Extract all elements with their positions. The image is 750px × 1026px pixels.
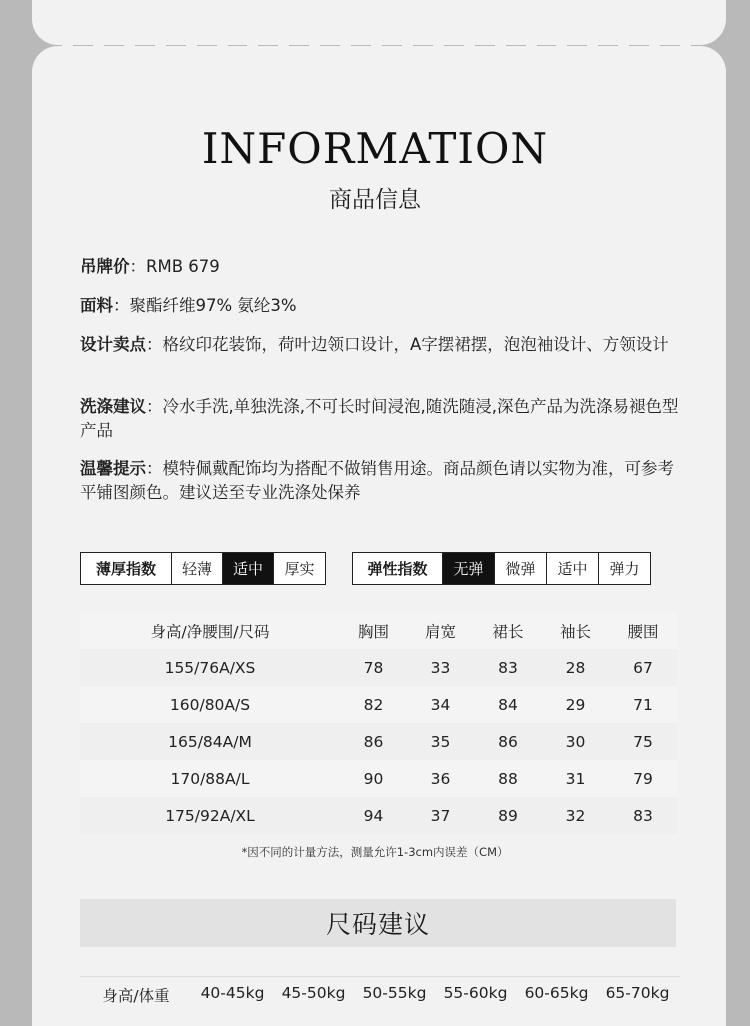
rec-weight: 50-55kg xyxy=(362,984,427,1002)
elasticity-label: 弹性指数 xyxy=(367,560,428,578)
elasticity-option-none: 无弹 xyxy=(442,553,494,584)
length-col: 84 xyxy=(474,686,542,723)
header-chest-col: 胸围 xyxy=(340,612,407,649)
size-recommendation-title: 尺码建议 xyxy=(80,899,676,947)
page-title-en: INFORMATION xyxy=(201,124,549,173)
waist-col: 71 xyxy=(609,686,677,723)
info-design: 设计卖点：格纹印花装饰，荷叶边领口设计，A字摆裙摆，泡泡袖设计、方领设计 xyxy=(80,335,669,354)
elasticity-option-medium: 适中 xyxy=(546,553,598,584)
length-col: 83 xyxy=(474,649,542,686)
elasticity-meter xyxy=(352,552,651,585)
info-price: 吊牌价：RMB 679 xyxy=(80,257,220,276)
thickness-option-thick: 厚实 xyxy=(273,553,325,584)
header-sleeve-col: 袖长 xyxy=(542,612,609,649)
rec-weight: 40-45kg xyxy=(200,984,265,1002)
info-washing: 洗涤建议：冷水手洗,单独洗涤,不可长时间浸泡,随洗随浸,深色产品为洗涤易褪色型产品 xyxy=(80,397,679,440)
shoulder-col: 35 xyxy=(407,723,474,760)
length-col: 86 xyxy=(474,723,542,760)
length-col: 89 xyxy=(474,797,542,834)
header-length-col: 裙长 xyxy=(474,612,542,649)
chest-col: 90 xyxy=(340,760,407,797)
info-tips: 温馨提示：模特佩戴配饰均为搭配不做销售用途。商品颜色请以实物为准，可参考平铺图颜色。建议送至专业洗涤处保养 xyxy=(80,459,674,502)
header-shoulder-col: 肩宽 xyxy=(407,612,474,649)
table-row xyxy=(80,649,677,686)
shoulder-col: 37 xyxy=(407,797,474,834)
rec-header-label: 身高/体重 xyxy=(102,987,170,1005)
size-recommendation-header xyxy=(80,976,680,1007)
top-card-edge xyxy=(32,0,726,45)
shoulder-col: 36 xyxy=(407,760,474,797)
size-col: 160/80A/S xyxy=(80,686,340,723)
waist-col: 67 xyxy=(609,649,677,686)
waist-col: 75 xyxy=(609,723,677,760)
rec-weight: 65-70kg xyxy=(605,984,670,1002)
shoulder-col: 33 xyxy=(407,649,474,686)
size-col: 155/76A/XS xyxy=(80,649,340,686)
sleeve-col: 29 xyxy=(542,686,609,723)
table-row xyxy=(80,797,677,834)
rec-weight: 45-50kg xyxy=(281,984,346,1002)
size-table-header xyxy=(80,612,677,649)
thickness-option-medium: 适中 xyxy=(222,553,273,584)
chest-col: 82 xyxy=(340,686,407,723)
table-row xyxy=(80,686,677,723)
size-col: 165/84A/M xyxy=(80,723,340,760)
sleeve-col: 32 xyxy=(542,797,609,834)
measurement-note: *因不同的计量方法，测量允许1-3cm内误差（CM） xyxy=(241,845,509,859)
thickness-meter xyxy=(80,552,326,585)
shoulder-col: 34 xyxy=(407,686,474,723)
rec-weight: 55-60kg xyxy=(443,984,508,1002)
sleeve-col: 30 xyxy=(542,723,609,760)
waist-col: 79 xyxy=(609,760,677,797)
size-table xyxy=(80,612,677,834)
table-row xyxy=(80,760,677,797)
sleeve-col: 28 xyxy=(542,649,609,686)
chest-col: 78 xyxy=(340,649,407,686)
thickness-option-light: 轻薄 xyxy=(171,553,222,584)
page-title-cn: 商品信息 xyxy=(329,187,421,213)
header-size-col: 身高/净腰围/尺码 xyxy=(80,612,340,649)
length-col: 88 xyxy=(474,760,542,797)
rec-weight: 60-65kg xyxy=(524,984,589,1002)
header-waist-col: 腰围 xyxy=(609,612,677,649)
size-col: 170/88A/L xyxy=(80,760,340,797)
table-row xyxy=(80,723,677,760)
waist-col: 83 xyxy=(609,797,677,834)
chest-col: 86 xyxy=(340,723,407,760)
size-col: 175/92A/XL xyxy=(80,797,340,834)
thickness-label: 薄厚指数 xyxy=(95,560,156,578)
elasticity-option-slight: 微弹 xyxy=(494,553,546,584)
sleeve-col: 31 xyxy=(542,760,609,797)
elasticity-option-stretch: 弹力 xyxy=(598,553,650,584)
chest-col: 94 xyxy=(340,797,407,834)
info-fabric: 面料：聚酯纤维97% 氨纶3% xyxy=(80,296,297,315)
